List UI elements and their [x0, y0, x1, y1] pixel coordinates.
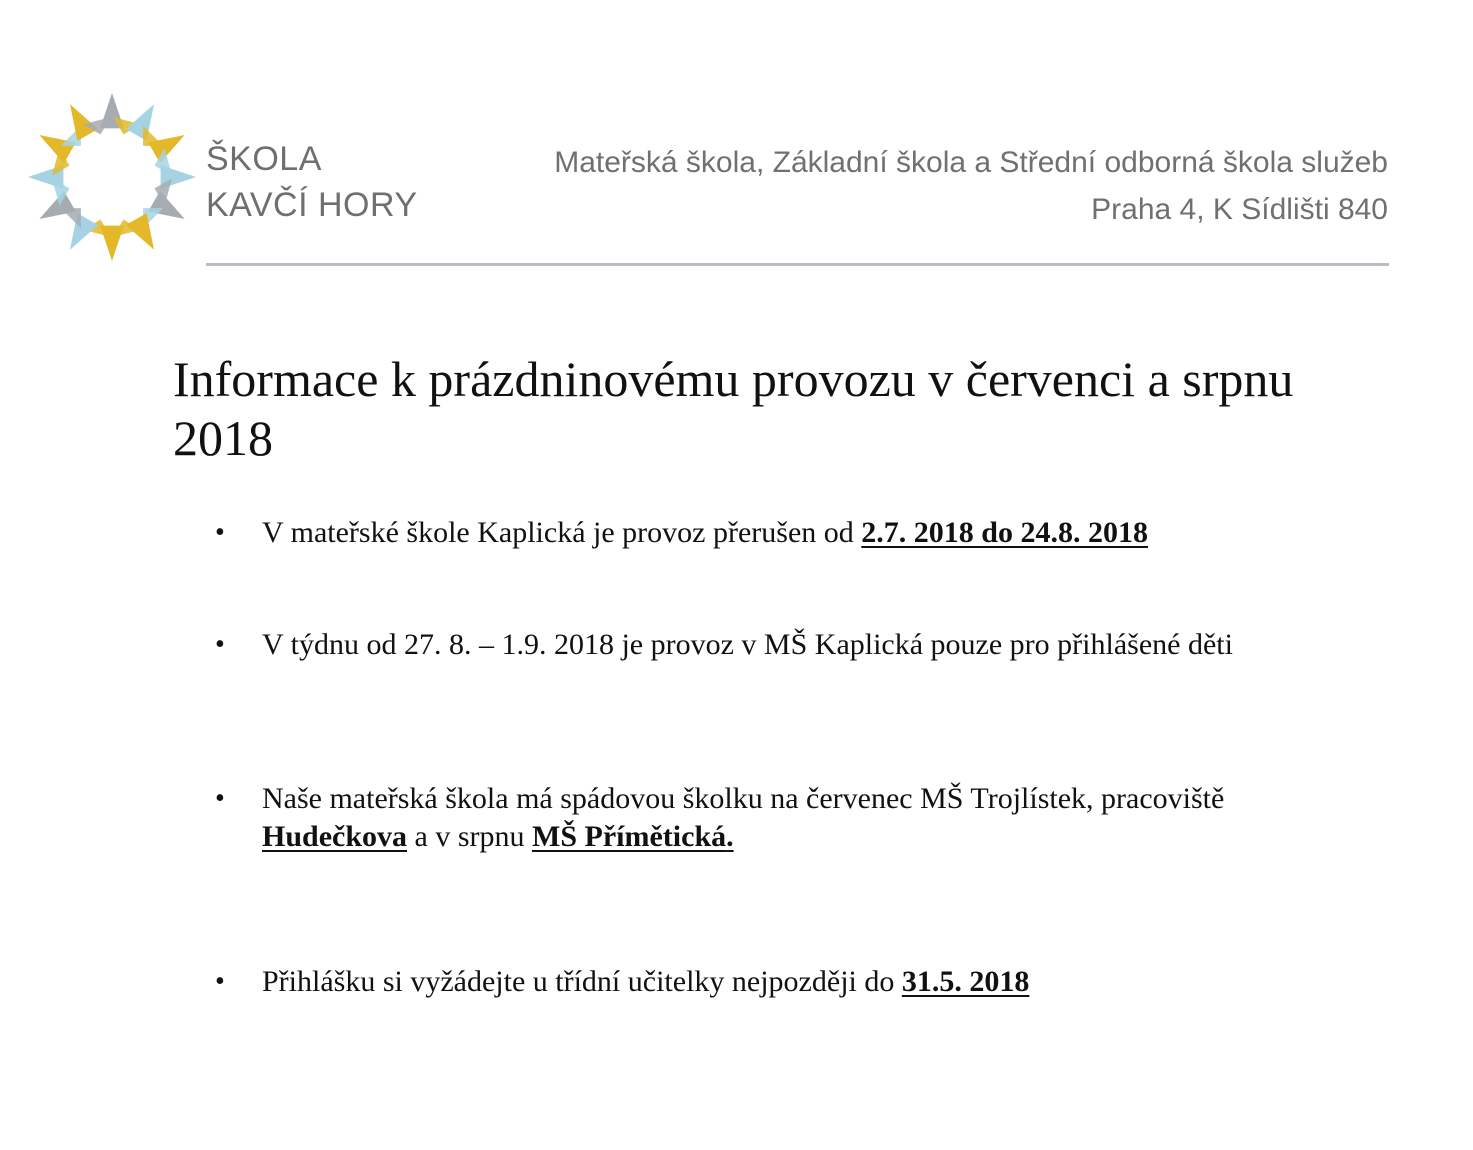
- list-item-text: V týdnu od 27. 8. – 1.9. 2018 je provoz v MŠ Kaplická pouze pro přihlášené děti: [262, 628, 1233, 661]
- document-title: Informace k prázdninovému provozu v červenci a srpnu 2018: [173, 351, 1294, 466]
- list-item: [215, 963, 1265, 1001]
- school-primeticka: MŠ Přímětická: [532, 820, 727, 853]
- workplace-hudeckova: Hudečkova: [262, 820, 408, 853]
- logo-text-kavci-hory: KAVČÍ HORY: [206, 186, 418, 224]
- bullet-icon: •: [215, 966, 225, 997]
- bullet-icon: •: [215, 783, 225, 814]
- application-deadline: 31.5. 2018: [901, 965, 1030, 998]
- list-item: [215, 780, 1235, 856]
- school-address: Praha 4, K Sídlišti 840: [1091, 193, 1388, 226]
- closure-dates: 2.7. 2018 do 24.8. 2018: [861, 516, 1148, 549]
- bullet-icon: •: [215, 517, 225, 548]
- list-item-text: V mateřské škole Kaplická je provoz přerušen od 2.7. 2018 do 24.8. 2018: [262, 516, 1148, 549]
- list-item: [215, 626, 1265, 664]
- list-item: [215, 514, 1265, 552]
- list-item-text: Naše mateřská škola má spádovou školku na červenec MŠ Trojlístek, pracoviště Hudečkova a v srpnu MŠ Přímětická.: [262, 782, 1225, 853]
- logo-text-skola: ŠKOLA: [206, 140, 322, 178]
- school-logo: [28, 88, 196, 266]
- header-divider: [206, 263, 1389, 266]
- bullet-icon: •: [215, 629, 225, 660]
- list-item-text: Přihlášku si vyžádejte u třídní učitelky nejpozději do 31.5. 2018: [262, 965, 1030, 998]
- school-name: Mateřská škola, Základní škola a Střední odborná škola služeb: [554, 146, 1388, 179]
